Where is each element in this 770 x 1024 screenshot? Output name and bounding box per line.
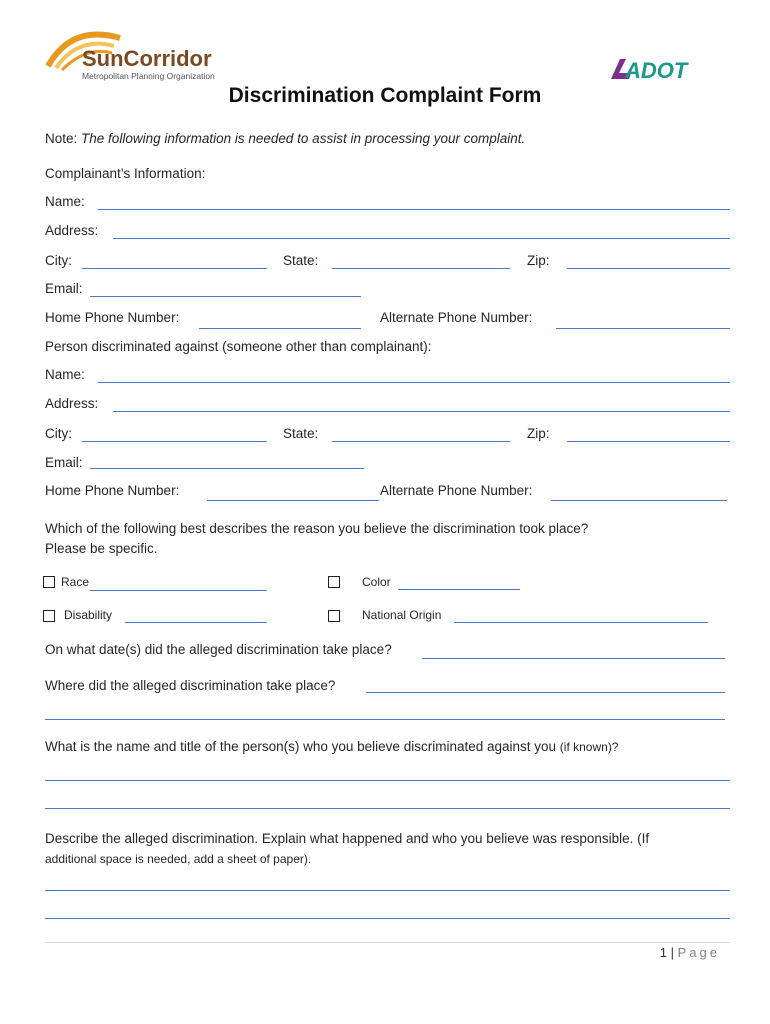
- victim-state-field[interactable]: [332, 441, 510, 442]
- describe-question: Describe the alleged discrimination. Explain what happened and who you believe was responsible. (If: [45, 831, 650, 846]
- describe-question-note: additional space is needed, add a sheet of paper).: [45, 852, 312, 866]
- page-title: Discrimination Complaint Form: [228, 84, 542, 107]
- page-word: Page: [677, 945, 720, 960]
- person-question-suffix: (if known)?: [559, 740, 619, 754]
- victim-address-field[interactable]: [113, 411, 730, 412]
- complainant-email-field[interactable]: [90, 296, 361, 297]
- complainant-heading: Complainant’s Information:: [45, 166, 206, 181]
- complainant-alt-phone-field[interactable]: [556, 328, 730, 329]
- color-checkbox[interactable]: [328, 576, 340, 588]
- footer-rule: [45, 942, 730, 943]
- race-label: Race: [61, 575, 90, 589]
- disability-checkbox[interactable]: [43, 610, 55, 622]
- complainant-address-label: Address:: [45, 223, 99, 238]
- complainant-city-field[interactable]: [82, 268, 267, 269]
- complainant-name-field[interactable]: [98, 209, 730, 210]
- page-footer: [600, 945, 720, 960]
- complainant-email-label: Email:: [45, 281, 83, 296]
- victim-email-field[interactable]: [90, 468, 364, 469]
- adot-logo: [611, 57, 711, 81]
- person-field-line-2[interactable]: [45, 808, 730, 809]
- suncorridor-logo: [42, 28, 217, 83]
- person-question-text: What is the name and title of the person(s) who you believe discriminated against you: [45, 739, 557, 754]
- victim-address-label: Address:: [45, 396, 99, 411]
- describe-field-line-2[interactable]: [45, 918, 730, 919]
- describe-field-line-1[interactable]: [45, 890, 730, 891]
- complainant-home-phone-field[interactable]: [199, 328, 361, 329]
- suncorridor-subtitle: Metropolitan Planning Organization: [82, 71, 215, 81]
- complainant-state-label: State:: [283, 253, 319, 268]
- page-number: 1: [659, 945, 667, 960]
- victim-alt-phone-label: Alternate Phone Number:: [380, 483, 533, 498]
- place-field-line-2[interactable]: [45, 719, 725, 720]
- victim-heading: Person discriminated against (someone other than complainant):: [45, 339, 432, 354]
- color-field[interactable]: [398, 589, 520, 590]
- victim-city-label: City:: [45, 426, 72, 441]
- complainant-state-field[interactable]: [332, 268, 510, 269]
- person-question: [45, 739, 618, 754]
- reason-question: Which of the following best describes the reason you believe the discrimination took place?: [45, 521, 589, 536]
- race-checkbox[interactable]: [43, 576, 55, 588]
- national-origin-checkbox[interactable]: [328, 610, 340, 622]
- victim-name-label: Name:: [45, 367, 85, 382]
- complainant-alt-phone-label: Alternate Phone Number:: [380, 310, 533, 325]
- victim-name-field[interactable]: [98, 382, 730, 383]
- complainant-city-label: City:: [45, 253, 72, 268]
- national-origin-label: National Origin: [362, 608, 442, 622]
- note-text: The following information is needed to assist in processing your complaint.: [81, 131, 526, 146]
- victim-alt-phone-field[interactable]: [551, 500, 727, 501]
- complainant-name-label: Name:: [45, 194, 85, 209]
- person-field-line-1[interactable]: [45, 780, 730, 781]
- reason-question-note: Please be specific.: [45, 541, 158, 556]
- disability-label: Disability: [64, 608, 113, 622]
- disability-field[interactable]: [125, 622, 267, 623]
- place-field[interactable]: [366, 692, 725, 693]
- race-field[interactable]: [90, 590, 267, 591]
- complainant-zip-label: Zip:: [527, 253, 550, 268]
- note: [45, 131, 525, 146]
- complainant-zip-field[interactable]: [567, 268, 730, 269]
- victim-home-phone-field[interactable]: [207, 500, 379, 501]
- date-field[interactable]: [422, 658, 725, 659]
- national-origin-field[interactable]: [454, 622, 708, 623]
- victim-zip-field[interactable]: [567, 441, 730, 442]
- date-question: On what date(s) did the alleged discrimination take place?: [45, 642, 392, 657]
- adot-text: ADOT: [625, 58, 688, 81]
- page-separator: |: [670, 945, 674, 960]
- victim-zip-label: Zip:: [527, 426, 550, 441]
- complainant-address-field[interactable]: [113, 238, 730, 239]
- victim-email-label: Email:: [45, 455, 83, 470]
- victim-city-field[interactable]: [82, 441, 267, 442]
- color-label: Color: [362, 575, 391, 589]
- victim-home-phone-label: Home Phone Number:: [45, 483, 180, 498]
- complainant-home-phone-label: Home Phone Number:: [45, 310, 180, 325]
- place-question: Where did the alleged discrimination take place?: [45, 678, 336, 693]
- suncorridor-name: SunCorridor: [82, 46, 212, 71]
- note-label: Note:: [45, 131, 78, 146]
- victim-state-label: State:: [283, 426, 319, 441]
